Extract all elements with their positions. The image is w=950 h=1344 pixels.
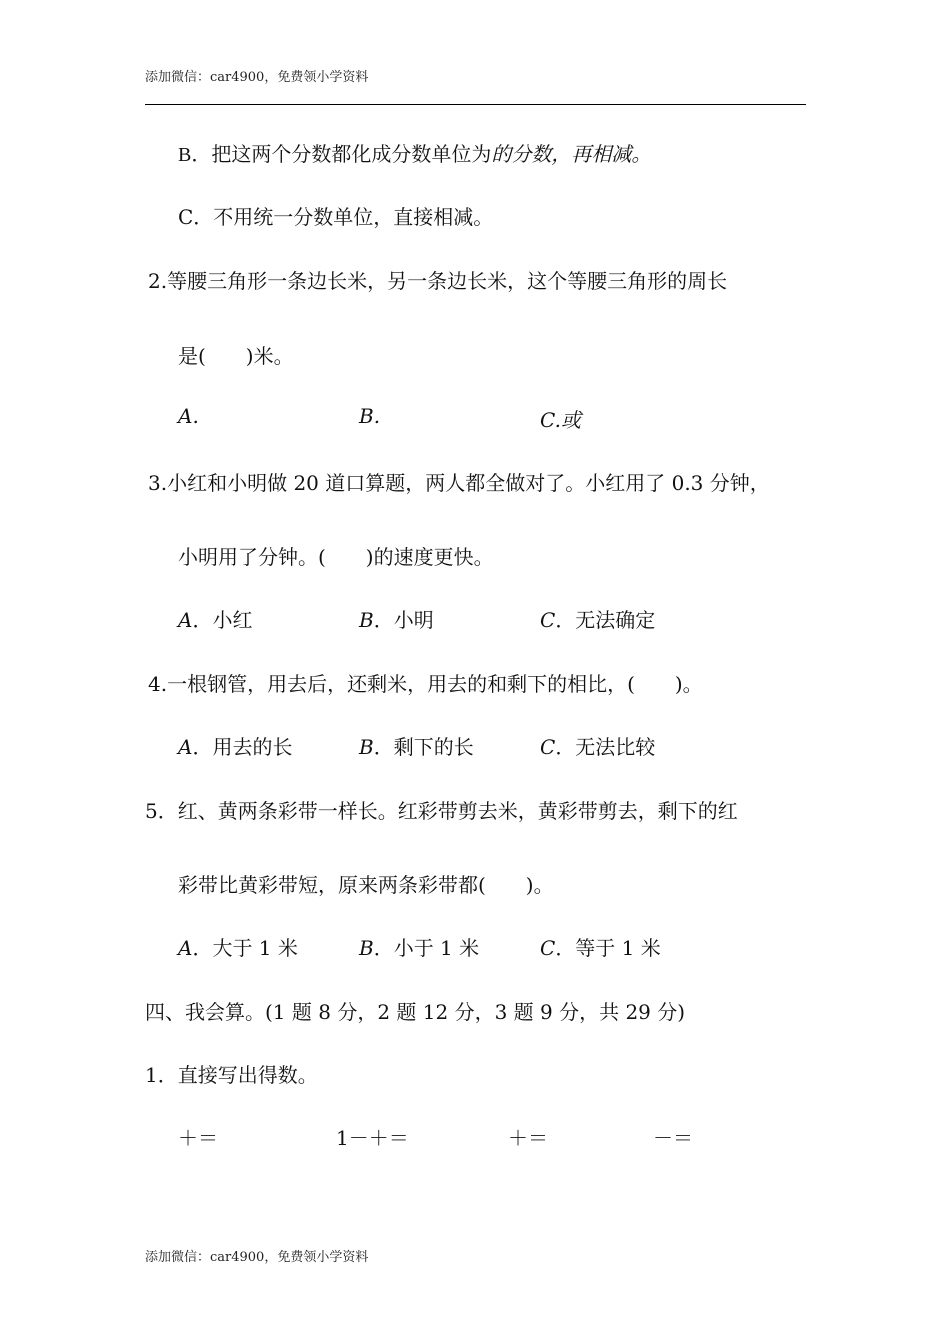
expr-3: ＋＝ xyxy=(508,1126,548,1150)
q5-option-b-letter: B xyxy=(359,936,374,960)
q2-option-c-text: C.或 xyxy=(540,408,581,432)
page-header: 添加微信：car4900，免费领小学资料 xyxy=(145,70,369,85)
q5-stem-line1: 5．红、黄两条彩带一样长。红彩带剪去米，黄彩带剪去，剩下的红 xyxy=(145,799,738,823)
q4-option-a xyxy=(178,731,292,760)
q3-option-b xyxy=(359,604,434,633)
q3-option-c xyxy=(540,604,655,633)
q4-option-a-text: ．用去的长 xyxy=(192,735,293,759)
expr-2: 1－＋＝ xyxy=(336,1126,409,1150)
q1-option-b-text: 把这两个分数都化成分数单位为 xyxy=(211,142,492,166)
q3-option-a-letter: A xyxy=(178,608,193,632)
q5-option-a-letter: A xyxy=(178,936,193,960)
q2-stem-line1: 2.等腰三角形一条边长米，另一条边长米，这个等腰三角形的周长 xyxy=(148,269,728,293)
q3-option-b-text: ．小明 xyxy=(373,608,434,632)
q2-stem-line2: 是( )米。 xyxy=(178,344,294,368)
q1-option-b-italic: 的分数，再相减。 xyxy=(491,142,652,166)
header-rule xyxy=(145,104,806,105)
q3-option-a xyxy=(178,604,252,633)
expr-1: ＋＝ xyxy=(178,1126,218,1150)
q4-option-b-text: ．剩下的长 xyxy=(373,735,474,759)
q1-option-c: C．不用统一分数单位，直接相减。 xyxy=(178,205,494,229)
q5-option-a-text: ．大于 1 米 xyxy=(192,936,298,960)
q5-option-a xyxy=(178,932,298,961)
q3-option-c-text: ．无法确定 xyxy=(555,608,656,632)
q4-option-c-letter: C xyxy=(540,735,556,759)
q1-option-b-letter: B． xyxy=(178,144,212,166)
section4-sub1: 1．直接写出得数。 xyxy=(145,1063,318,1087)
section4-title: 四、我会算。(1 题 8 分，2 题 12 分，3 题 9 分，共 29 分) xyxy=(145,1000,686,1024)
page-footer: 添加微信：car4900，免费领小学资料 xyxy=(145,1250,369,1265)
q5-option-b-text: ．小于 1 米 xyxy=(373,936,480,960)
q4-option-c xyxy=(540,731,655,760)
q2-option-a: A. xyxy=(178,404,199,428)
q3-stem-line2: 小明用了分钟。( )的速度更快。 xyxy=(178,545,494,569)
q4-option-b-letter: B xyxy=(359,735,374,759)
q4-stem-line1: 4.一根钢管，用去后，还剩米，用去的和剩下的相比，( )。 xyxy=(148,672,703,696)
q3-option-b-letter: B xyxy=(359,608,374,632)
expr-4: －＝ xyxy=(653,1126,693,1150)
q5-option-c-text: ．等于 1 米 xyxy=(555,936,661,960)
q3-option-c-letter: C xyxy=(540,608,556,632)
q3-stem-line1: 3.小红和小明做 20 道口算题，两人都全做对了。小红用了 0.3 分钟， xyxy=(148,471,770,495)
q3-option-a-text: ．小红 xyxy=(192,608,253,632)
q4-option-a-letter: A xyxy=(178,735,193,759)
q5-option-b xyxy=(359,932,479,961)
q2-option-c xyxy=(540,404,581,433)
q5-option-c-letter: C xyxy=(540,936,556,960)
q1-option-b xyxy=(178,138,651,167)
q4-option-b xyxy=(359,731,474,760)
q5-option-c xyxy=(540,932,661,961)
q2-option-b: B. xyxy=(359,404,381,428)
q4-option-c-text: ．无法比较 xyxy=(555,735,656,759)
q5-stem-line2: 彩带比黄彩带短，原来两条彩带都( )。 xyxy=(178,873,554,897)
